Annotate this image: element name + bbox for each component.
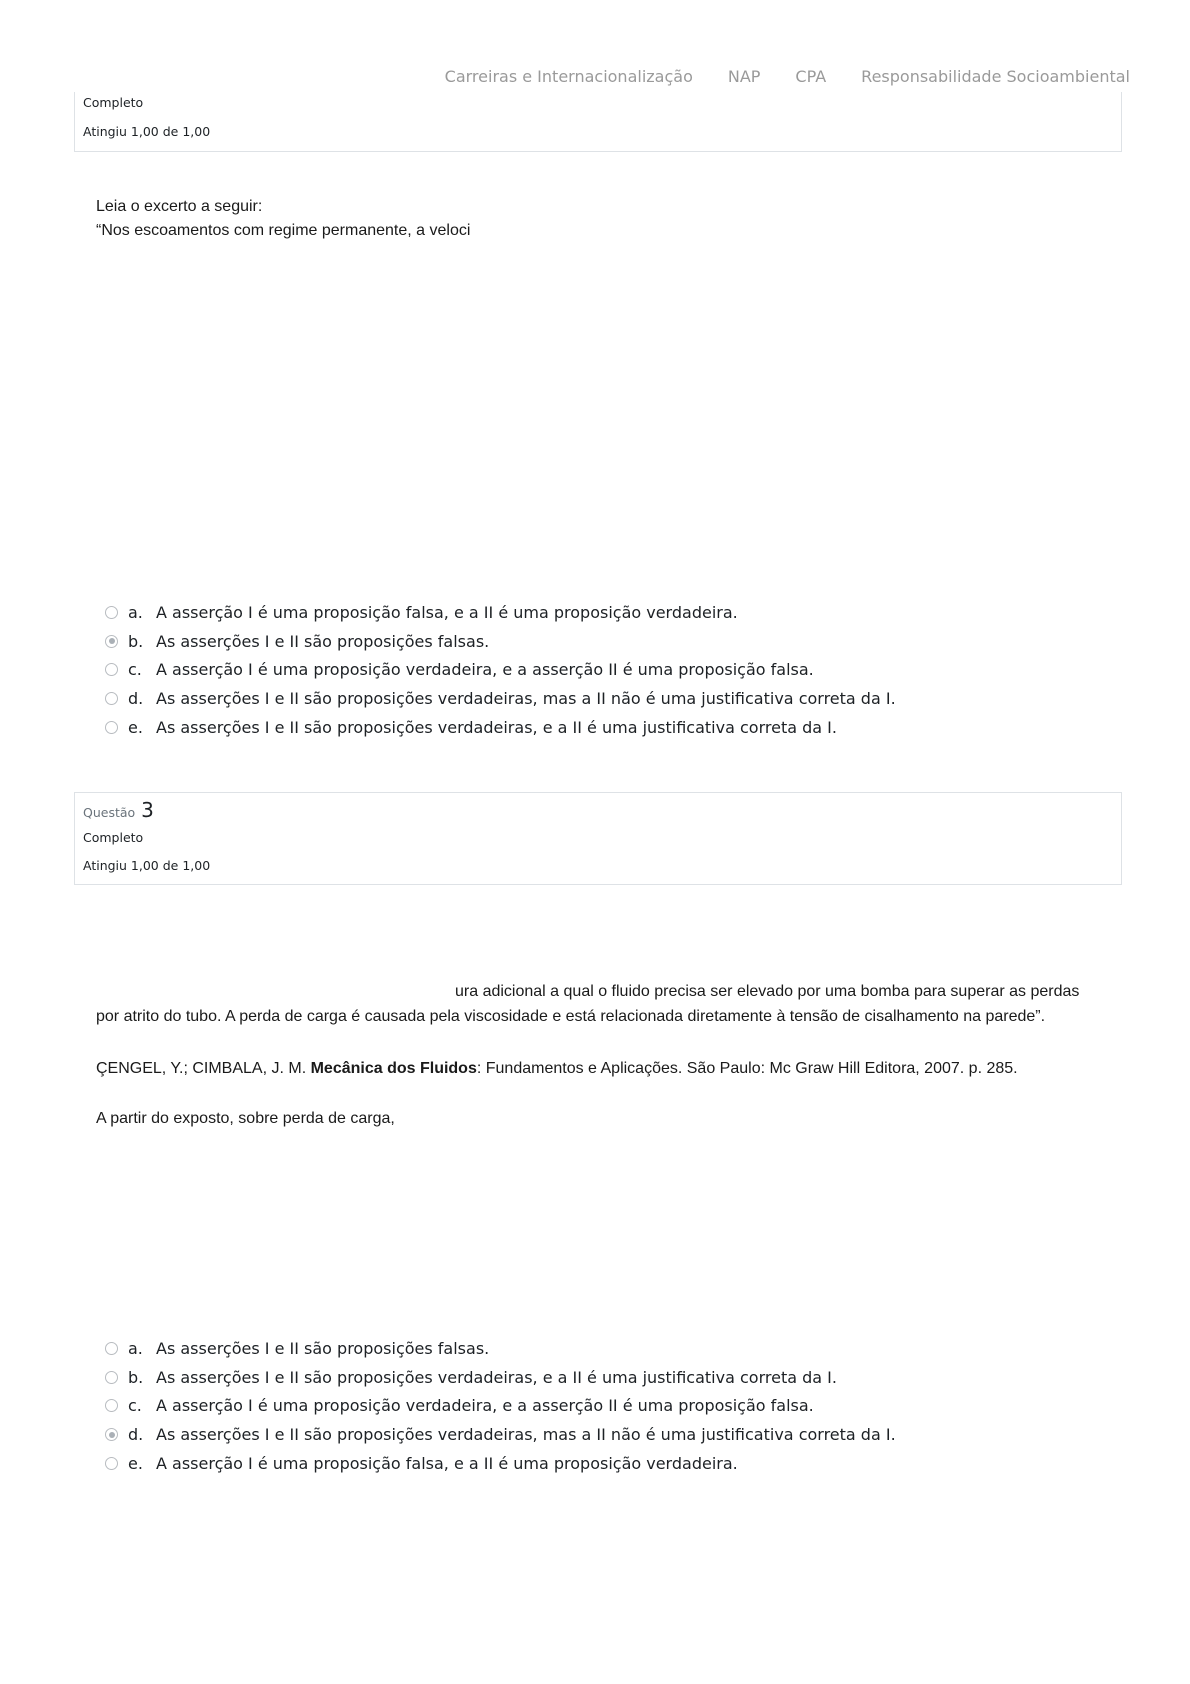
answer-option[interactable]: [105, 1449, 896, 1478]
answer-letter: e.: [128, 718, 143, 738]
nav-link-nap[interactable]: NAP: [727, 67, 761, 86]
radio-button[interactable]: [105, 1371, 118, 1384]
radio-button[interactable]: [105, 721, 118, 734]
answer-option[interactable]: [105, 627, 896, 656]
question-status: Completo: [83, 95, 144, 110]
answer-text: A asserção I é uma proposição verdadeira, e a asserção II é uma proposição falsa.: [156, 1396, 814, 1416]
nav-link-cpa[interactable]: CPA: [795, 67, 827, 86]
radio-button[interactable]: [105, 1342, 118, 1355]
question-number: 3: [141, 798, 154, 822]
answer-text: As asserções I e II são proposições verdadeiras, e a II é uma justificativa correta da I.: [156, 718, 837, 738]
radio-button[interactable]: [105, 606, 118, 619]
answer-letter: e.: [128, 1454, 143, 1474]
answer-letter: a.: [128, 1338, 143, 1358]
answer-text: A asserção I é uma proposição verdadeira, e a asserção II é uma proposição falsa.: [156, 660, 814, 680]
answer-text: As asserções I e II são proposições verdadeiras, e a II é uma justificativa correta da I.: [156, 1367, 837, 1387]
question-3-info: [74, 792, 1122, 885]
answer-letter: d.: [128, 689, 144, 709]
question-2-info: [74, 92, 1122, 152]
answer-letter: c.: [128, 1396, 142, 1416]
answer-letter: c.: [128, 660, 142, 680]
question-grade: Atingiu 1,00 de 1,00: [83, 858, 211, 873]
question-status: Completo: [83, 830, 144, 845]
answer-text: A asserção I é uma proposição falsa, e a II é uma proposição verdadeira.: [156, 602, 738, 622]
question-2-answers: [105, 598, 896, 742]
question-heading: [83, 798, 154, 822]
question-label: Questão: [83, 805, 136, 820]
reference-details: : Fundamentos e Aplicações. São Paulo: Mc Graw Hill Editora, 2007. p. 285.: [476, 1060, 1018, 1077]
answer-text: A asserção I é uma proposição falsa, e a II é uma proposição verdadeira.: [156, 1454, 738, 1474]
answer-text: As asserções I e II são proposições falsas.: [156, 1338, 490, 1358]
question-3-reference: [96, 1057, 1096, 1081]
reference-authors: ÇENGEL, Y.; CIMBALA, J. M.: [96, 1060, 307, 1077]
question-excerpt: “Nos escoamentos com regime permanente, a veloci: [96, 222, 471, 239]
radio-button-selected[interactable]: [105, 1428, 118, 1441]
answer-option[interactable]: [105, 1420, 896, 1449]
question-intro: Leia o excerto a seguir:: [96, 198, 263, 215]
radio-button-selected[interactable]: [105, 635, 118, 648]
top-navigation: [445, 67, 1130, 86]
answer-letter: b.: [128, 1367, 144, 1387]
answer-letter: b.: [128, 631, 144, 651]
question-3-excerpt-line2: por atrito do tubo. A perda de carga é causada pela viscosidade e está relacionada diretamente à tensão de cisalhamento na parede”.: [96, 1008, 1046, 1025]
answer-text: As asserções I e II são proposições verdadeiras, mas a II não é uma justificativa correta da I.: [156, 1425, 896, 1445]
answer-letter: d.: [128, 1425, 144, 1445]
question-3-excerpt-line1: ura adicional a qual o fluido precisa ser elevado por uma bomba para superar as perdas: [455, 983, 1080, 1000]
answer-option[interactable]: [105, 598, 896, 627]
radio-button[interactable]: [105, 692, 118, 705]
answer-option[interactable]: [105, 1392, 896, 1421]
radio-button[interactable]: [105, 1399, 118, 1412]
answer-letter: a.: [128, 602, 143, 622]
nav-link-careers[interactable]: Carreiras e Internacionalização: [444, 67, 693, 86]
answer-option[interactable]: [105, 656, 896, 685]
answer-text: As asserções I e II são proposições falsas.: [156, 631, 490, 651]
radio-button[interactable]: [105, 1457, 118, 1470]
question-2-text: [96, 195, 1096, 243]
radio-button[interactable]: [105, 663, 118, 676]
answer-option[interactable]: [105, 713, 896, 742]
question-grade: Atingiu 1,00 de 1,00: [83, 124, 211, 139]
question-3-prompt: A partir do exposto, sobre perda de carga,: [96, 1110, 395, 1127]
answer-option[interactable]: [105, 684, 896, 713]
answer-option[interactable]: [105, 1363, 896, 1392]
answer-option[interactable]: [105, 1334, 896, 1363]
question-3-answers: [105, 1334, 896, 1478]
reference-title: Mecânica dos Fluidos: [310, 1060, 477, 1077]
nav-link-social-responsibility[interactable]: Responsabilidade Socioambiental: [861, 67, 1130, 86]
answer-text: As asserções I e II são proposições verdadeiras, mas a II não é uma justificativa correta da I.: [156, 689, 896, 709]
